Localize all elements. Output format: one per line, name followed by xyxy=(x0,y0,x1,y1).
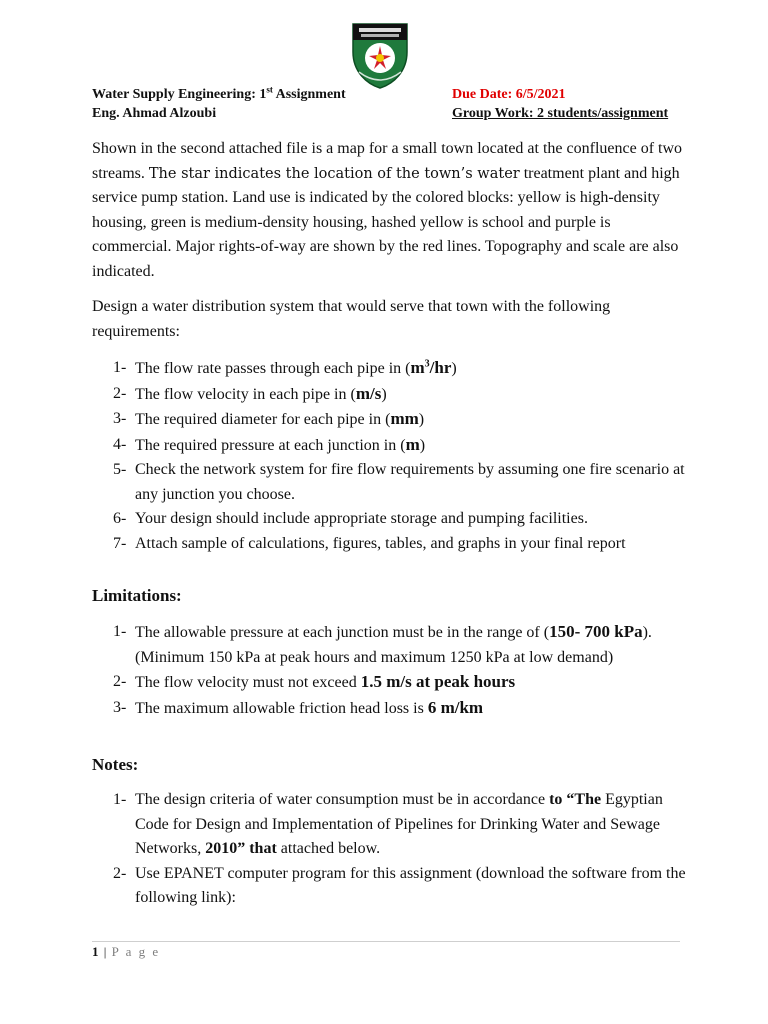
limitations-list xyxy=(113,620,693,721)
footer-divider xyxy=(92,941,680,942)
limitations-heading: Limitations: xyxy=(92,586,182,605)
due-date: Due Date: 6/5/2021 xyxy=(452,87,566,102)
group-work: Group Work: 2 students/assignment xyxy=(452,106,669,121)
list-item: 7- Attach sample of calculations, figures, tables, and graphs in your final report xyxy=(113,534,626,552)
list-item: 5- Check the network system for fire flow requirements by assuming one fire scenario at any junction you choose. xyxy=(113,461,685,503)
list-item: 2- Use EPANET computer program for this assignment (download the software from the following link): xyxy=(113,864,686,906)
list-item: 3- The maximum allowable friction head loss is 6 m/km xyxy=(113,697,484,717)
notes-list xyxy=(113,788,693,911)
list-item: 1- The allowable pressure at each junction must be in the range of (150- 700 kPa). (Minimum 150 kPa at peak hours and maximum 1250 kPa at low demand) xyxy=(113,622,652,666)
list-item: 4- The required pressure at each junction in (m) xyxy=(113,434,426,454)
page-label: P a g e xyxy=(111,944,161,959)
list-item: 6- Your design should include appropriate storage and pumping facilities. xyxy=(113,510,588,527)
instructor-name: Eng. Ahmad Alzoubi xyxy=(92,106,217,121)
page-footer: 1 | P a g e xyxy=(92,944,161,959)
list-item: 1- The design criteria of water consumption must be in accordance to “The Egyptian Code for Design and Implementation of Pipelines for Drinking Water and Sewage Networks, 2010” that attached below. xyxy=(113,791,663,857)
university-logo xyxy=(345,22,415,90)
list-item: 1- The flow rate passes through each pipe in $(m^3/hr)$ xyxy=(113,358,457,377)
design-paragraph: Design a water distribution system that would serve that town with the following requirements: xyxy=(92,298,611,340)
requirements-list xyxy=(113,356,693,556)
intro-paragraph: Shown in the second attached file is a map for a small town located at the confluence of two streams. The star indicates the location of the town’s water treatment plant and high service pump station. Land use is indicated by the colored blocks: yellow is high-density housing, green is medium-density housing, hashed yellow is school and purple is commercial. Major rights-of-way are shown by the red lines. Topography and scale are also indicated. xyxy=(92,140,683,280)
list-item: 2- The flow velocity in each pipe in (m/s) xyxy=(113,383,387,403)
course-title: Water Supply Engineering: 1st Assignment xyxy=(92,84,346,102)
list-item: 3- The required diameter for each pipe in (mm) xyxy=(113,409,425,428)
notes-heading: Notes: xyxy=(92,755,139,774)
list-item: 2- The flow velocity must not exceed 1.5 m/s at peak hours xyxy=(113,672,516,691)
page-number: 1 xyxy=(92,944,99,959)
